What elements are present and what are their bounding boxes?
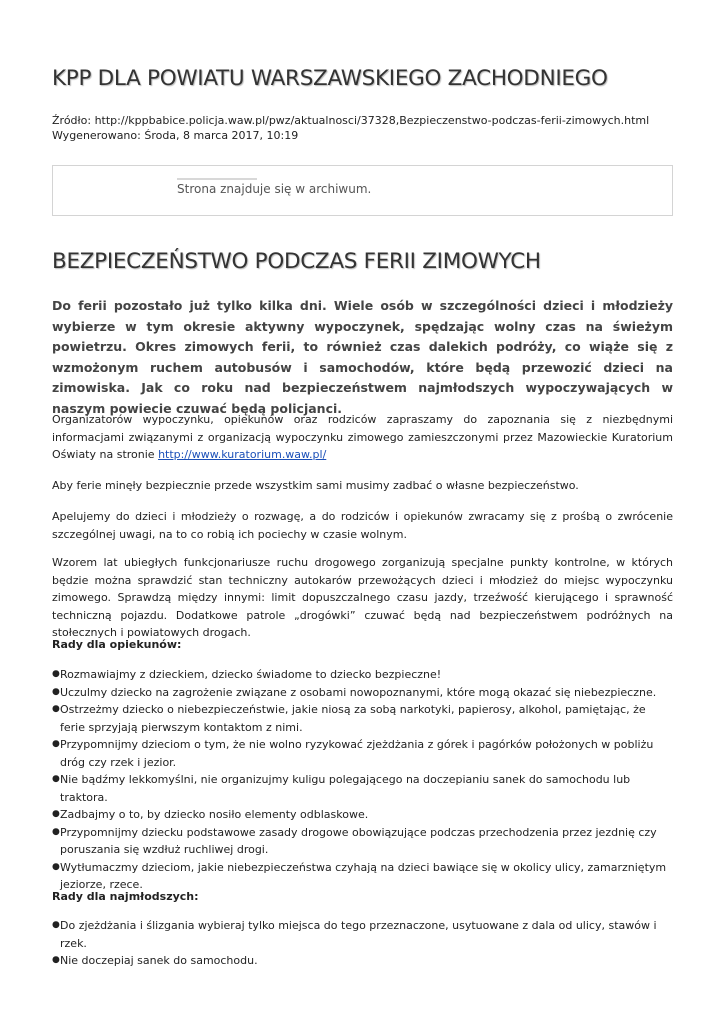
list-item: ● Zadbajmy o to, by dziecko nosiło elementy odblaskowe. [52,806,673,824]
bullet-icon: ● [52,861,60,872]
youngest-heading: Rady dla najmłodszych: [52,890,199,903]
kuratorium-link[interactable]: http://www.kuratorium.waw.pl/ [158,448,327,461]
bullet-icon: ● [52,704,60,714]
archive-notice-box [52,165,673,216]
archive-divider [177,178,257,180]
guardians-tips-list [52,666,673,894]
source-line: Źródło: http://kppbabice.policja.waw.pl/pwz/aktualnosci/37328,Bezpieczenstwo-podczas-ferii-zimowych.html [52,114,650,127]
paragraph-organizers [52,411,673,464]
bullet-icon: ● [52,774,60,784]
list-item: ● Uczulmy dziecko na zagrożenie związane z osobami nowopoznanymi, które mogą okazać się niebezpieczne. [52,684,673,702]
paragraph-organizers-text: Organizatorów wypoczynku, opiekunów oraz rodziców zapraszamy do zapoznania się z niezbędnymi informacjami związanymi z organizacją wypoczynku zimowego zamieszczonymi przez Mazowieckie Kuratorium Oświaty na stronie [52,413,673,461]
generated-date: Wygenerowano: Środa, 8 marca 2017, 10:19 [52,129,299,142]
list-item: ● Nie doczepiaj sanek do samochodu. [52,952,673,970]
bullet-icon: ● [52,739,60,749]
bullet-icon: ● [52,669,60,679]
guardians-heading: Rady dla opiekunów: [52,638,182,651]
list-item: ● Ostrzeżmy dziecko o niebezpieczeństwie, jakie niosą za sobą narkotyki, papierosy, alkohol, pamiętając, że ferie sprzyjają pierwszym kontaktom z nimi. [52,703,646,734]
list-item: ● Do zjeżdżania i ślizgania wybieraj tylko miejsca do tego przeznaczone, usytuowane z dala od ulicy, stawów i rzek. [52,919,657,950]
site-title: KPP DLA POWIATU WARSZAWSKIEGO ZACHODNIEGO [52,66,608,91]
bullet-icon: ● [52,920,60,930]
paragraph-inspections: Wzorem lat ubiegłych funkcjonariusze ruchu drogowego zorganizują specjalne punkty kontrolne, w których będzie można sprawdzić stan techniczny autokarów przewożących dzieci i młodzież do miejsc wypoczynku zimowego. Sprawdzą między innymi: limit dopuszczalnego czasu jazdy, trzeźwość kierującego i sprawność techniczną pojazdu. Dodatkowe patrole „drogówki” czuwać będą nad bezpieczeństwem podróżnych na stołecznych i powiatowych drogach. [52,556,673,639]
list-item: ● Wytłumaczmy dzieciom, jakie niebezpieczeństwa czyhają na dzieci bawiące się w okolicy ulicy, zamarzniętym jeziorze, rzece. [52,860,667,891]
list-item: ● Nie bądźmy lekkomyślni, nie organizujmy kuligu polegającego na doczepianiu sanek do samochodu lub traktora. [52,773,631,804]
list-item: ● Przypomnijmy dziecku podstawowe zasady drogowe obowiązujące podczas przechodzenia przez jezdnię czy poruszania się wzdłuż ruchliwej drogi. [52,825,657,856]
paragraph-safety: Aby ferie minęły bezpiecznie przede wszystkim sami musimy zadbać o własne bezpieczeństwo. [52,479,579,492]
article-lead: Do ferii pozostało już tylko kilka dni. Wiele osób w szczególności dzieci i młodzieży wybierze w tym okresie aktywny wypoczynek, spędzając wolny czas na świeżym powietrzu. Okres zimowych ferii, to również czas dalekich podróży, co wiąże się z wzmożonym ruchem autobusów i samochodów, które będą przewozić dzieci na zimowiska. Jak co roku nad bezpieczeństwem najmłodszych wypoczywających w naszym powiecie czuwać będą policjanci. [52,298,673,416]
bullet-icon: ● [52,809,60,819]
bullet-icon: ● [52,955,60,965]
paragraph-appeal: Apelujemy do dzieci i młodzieży o rozwagę, a do rodziców i opiekunów zwracamy się z prośbą o zwrócenie szczególnej uwagi, na to co robią ich pociechy w czasie wolnym. [52,510,673,541]
list-item: ● Przypomnijmy dzieciom o tym, że nie wolno ryzykować zjeżdżania z górek i pagórków położonych w pobliżu dróg czy rzek i jezior. [52,738,654,769]
youngest-tips-list [52,917,673,970]
archive-notice: Strona znajduje się w archiwum. [177,182,372,196]
bullet-icon: ● [52,826,60,837]
list-item: ● Rozmawiajmy z dzieckiem, dziecko świadome to dziecko bezpieczne! [52,666,673,684]
article-title: BEZPIECZEŃSTWO PODCZAS FERII ZIMOWYCH [52,249,541,274]
bullet-icon: ● [52,686,60,697]
